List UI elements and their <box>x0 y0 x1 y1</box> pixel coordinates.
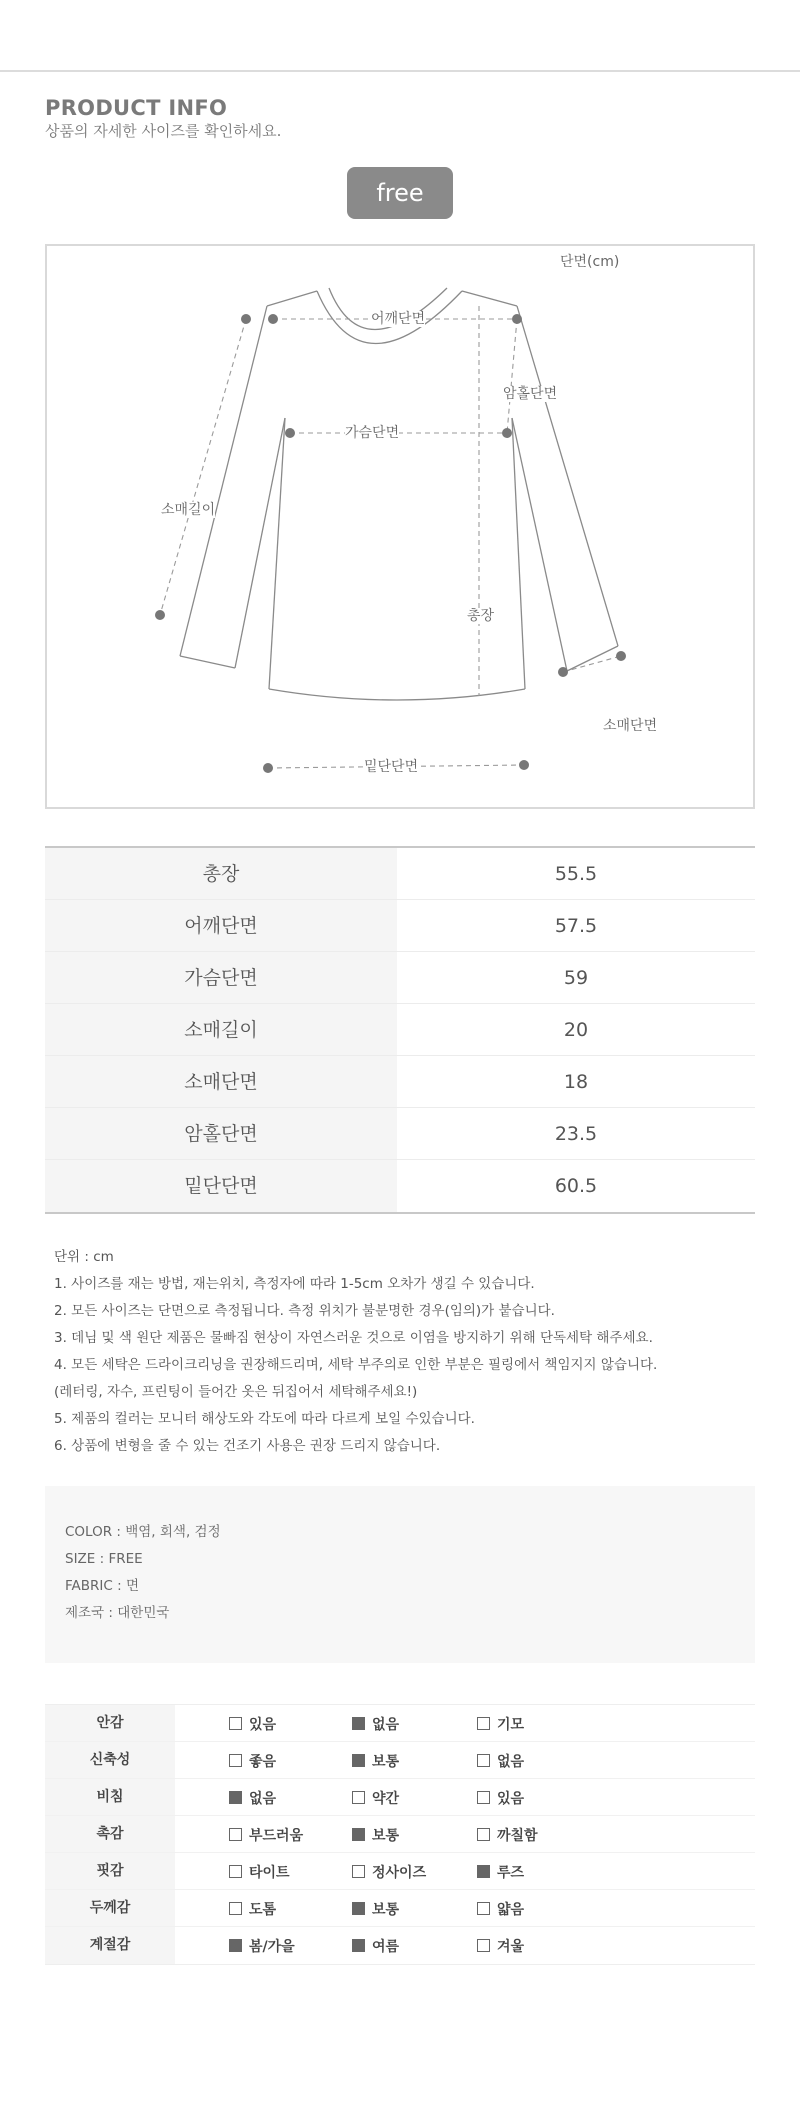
unchecked-box-icon <box>229 1828 242 1841</box>
size-diagram <box>45 244 755 809</box>
note-line: 2. 모든 사이즈는 단면으로 측정됩니다. 측정 위치가 불분명한 경우(임의)가 붙습니다. <box>54 1303 555 1319</box>
chest-label: 가슴단면 <box>345 425 400 441</box>
feel-option <box>229 1890 276 1927</box>
page-title: PRODUCT INFO <box>45 96 228 120</box>
armhole-label: 암홀단면 <box>503 386 558 402</box>
feel-option-label: 기모 <box>497 1716 525 1733</box>
size-notes <box>54 1244 657 1460</box>
unchecked-box-icon <box>477 1754 490 1767</box>
size-value: 59 <box>563 967 589 989</box>
feel-option-label: 겨울 <box>497 1938 525 1955</box>
info-size: SIZE : FREE <box>65 1551 143 1567</box>
feel-option <box>477 1890 524 1927</box>
size-table <box>45 846 755 1214</box>
feel-option-label: 보통 <box>372 1901 400 1918</box>
feel-label: 두께감 <box>45 1890 175 1926</box>
sleeve-width-label: 소매단면 <box>603 718 658 734</box>
checked-box-icon <box>352 1717 365 1730</box>
unchecked-box-icon <box>477 1902 490 1915</box>
table-row <box>45 1108 755 1160</box>
feel-option <box>229 1853 290 1890</box>
feel-option-label: 정사이즈 <box>372 1864 427 1881</box>
size-label: 밑단단면 <box>45 1160 397 1212</box>
checked-box-icon <box>352 1754 365 1767</box>
feel-option-label: 도톰 <box>249 1901 277 1918</box>
feel-label: 핏감 <box>45 1853 175 1889</box>
note-line: 단위 : cm <box>54 1249 114 1265</box>
feel-option-label: 여름 <box>372 1938 400 1955</box>
hem-label: 밑단단면 <box>364 759 419 775</box>
size-value: 60.5 <box>554 1175 598 1197</box>
table-row <box>45 1890 755 1927</box>
product-info-box <box>45 1486 755 1663</box>
note-line: 6. 상품에 변형을 줄 수 있는 건조기 사용은 권장 드리지 않습니다. <box>54 1438 441 1454</box>
fabric-feel-table <box>45 1704 755 1965</box>
table-row <box>45 1160 755 1212</box>
feel-option-label: 까칠함 <box>497 1827 538 1844</box>
feel-option <box>229 1779 276 1816</box>
feel-option-label: 있음 <box>249 1716 277 1733</box>
info-origin: 제조국 : 대한민국 <box>65 1605 170 1621</box>
feel-option-label: 루즈 <box>497 1864 525 1881</box>
feel-option-label: 없음 <box>497 1753 525 1770</box>
checked-box-icon <box>477 1865 490 1878</box>
feel-option <box>352 1816 399 1853</box>
unchecked-box-icon <box>352 1791 365 1804</box>
checked-box-icon <box>229 1939 242 1952</box>
feel-option-label: 부드러움 <box>249 1827 304 1844</box>
feel-label: 신축성 <box>45 1742 175 1778</box>
unchecked-box-icon <box>477 1717 490 1730</box>
checked-box-icon <box>352 1828 365 1841</box>
table-row <box>45 952 755 1004</box>
table-row <box>45 1742 755 1779</box>
feel-option <box>229 1742 276 1779</box>
feel-option-label: 약간 <box>372 1790 400 1807</box>
feel-option <box>352 1853 426 1890</box>
feel-option <box>352 1890 399 1927</box>
unchecked-box-icon <box>352 1865 365 1878</box>
size-value: 23.5 <box>554 1123 598 1145</box>
feel-option <box>477 1742 524 1779</box>
sleeve-length-label: 소매길이 <box>161 502 216 518</box>
feel-label: 비침 <box>45 1779 175 1815</box>
checked-box-icon <box>229 1791 242 1804</box>
unchecked-box-icon <box>229 1754 242 1767</box>
shoulder-label: 어깨단면 <box>371 311 426 327</box>
feel-option-label: 타이트 <box>249 1864 290 1881</box>
feel-option-label: 얇음 <box>497 1901 525 1918</box>
diagram-unit-label: 단면(cm) <box>560 254 620 270</box>
table-row <box>45 1853 755 1890</box>
unchecked-box-icon <box>229 1717 242 1730</box>
top-divider <box>0 70 800 72</box>
feel-option-label: 보통 <box>372 1753 400 1770</box>
table-row <box>45 1779 755 1816</box>
table-row <box>45 1816 755 1853</box>
feel-option <box>477 1705 524 1742</box>
note-line: 1. 사이즈를 재는 방법, 재는위치, 측정자에 따라 1-5cm 오차가 생길 수 있습니다. <box>54 1276 535 1292</box>
page-subtitle: 상품의 자세한 사이즈를 확인하세요. <box>45 122 282 140</box>
feel-option <box>352 1705 399 1742</box>
table-row <box>45 848 755 900</box>
feel-label: 촉감 <box>45 1816 175 1852</box>
size-label: 소매길이 <box>45 1004 397 1055</box>
feel-label: 안감 <box>45 1705 175 1741</box>
info-color: COLOR : 백염, 회색, 검정 <box>65 1524 221 1540</box>
table-row <box>45 1705 755 1742</box>
size-label: 소매단면 <box>45 1056 397 1107</box>
note-line: 3. 데님 및 색 원단 제품은 물빠짐 현상이 자연스러운 것으로 이염을 방지하기 위해 단독세탁 해주세요. <box>54 1330 653 1346</box>
feel-option <box>352 1779 399 1816</box>
feel-label: 계절감 <box>45 1927 175 1964</box>
size-label: 어깨단면 <box>45 900 397 951</box>
feel-option <box>352 1927 399 1964</box>
feel-option-label: 봄/가을 <box>249 1938 295 1955</box>
unchecked-box-icon <box>229 1902 242 1915</box>
feel-option-label: 있음 <box>497 1790 525 1807</box>
checked-box-icon <box>352 1902 365 1915</box>
note-line: (레터링, 자수, 프린팅이 들어간 옷은 뒤집어서 세탁해주세요!) <box>54 1384 418 1400</box>
size-label: 총장 <box>45 848 397 899</box>
unchecked-box-icon <box>477 1939 490 1952</box>
feel-option <box>477 1853 524 1890</box>
feel-option-label: 좋음 <box>249 1753 277 1770</box>
feel-option <box>477 1927 524 1964</box>
feel-option <box>229 1816 303 1853</box>
feel-option <box>352 1742 399 1779</box>
checked-box-icon <box>352 1939 365 1952</box>
unchecked-box-icon <box>229 1865 242 1878</box>
size-label: 암홀단면 <box>45 1108 397 1159</box>
size-value: 57.5 <box>554 915 598 937</box>
total-length-label: 총장 <box>467 608 495 624</box>
unchecked-box-icon <box>477 1791 490 1804</box>
size-value: 20 <box>563 1019 589 1041</box>
note-line: 5. 제품의 컬러는 모니터 해상도와 각도에 따라 다르게 보일 수있습니다. <box>54 1411 475 1427</box>
info-fabric: FABRIC : 면 <box>65 1578 139 1594</box>
feel-option-label: 없음 <box>249 1790 277 1807</box>
feel-option <box>229 1705 276 1742</box>
size-value: 18 <box>563 1071 589 1093</box>
feel-option <box>477 1816 538 1853</box>
table-row <box>45 1927 755 1964</box>
table-row <box>45 1004 755 1056</box>
size-option-button[interactable]: free <box>347 167 453 219</box>
feel-option <box>477 1779 524 1816</box>
note-line: 4. 모든 세탁은 드라이크리닝을 권장해드리며, 세탁 부주의로 인한 부분은 필링에서 책임지지 않습니다. <box>54 1357 658 1373</box>
feel-option <box>229 1927 295 1964</box>
unchecked-box-icon <box>477 1828 490 1841</box>
feel-option-label: 없음 <box>372 1716 400 1733</box>
table-row <box>45 1056 755 1108</box>
size-value: 55.5 <box>554 863 598 885</box>
size-label: 가슴단면 <box>45 952 397 1003</box>
table-row <box>45 900 755 952</box>
feel-option-label: 보통 <box>372 1827 400 1844</box>
